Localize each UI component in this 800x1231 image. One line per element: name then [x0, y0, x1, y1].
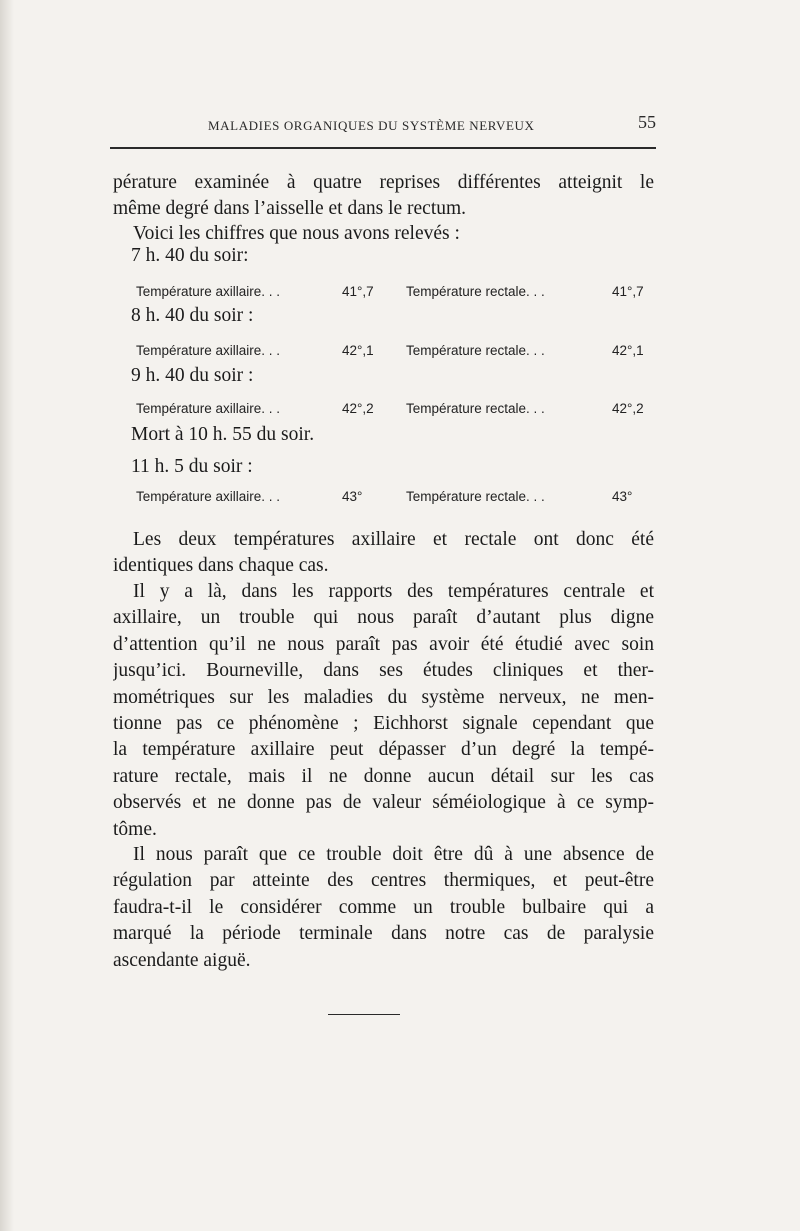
axillary-value: 42°,2	[342, 401, 374, 416]
text-line: Il nous paraît que ce trouble doit être dû à une absence de	[133, 844, 654, 865]
axillary-label: Température axillaire. . .	[136, 343, 281, 358]
rectal-label: Température rectale. . .	[406, 401, 545, 416]
text-line: Les deux températures axillaire et rectale ont donc été	[133, 529, 654, 550]
rectal-value: 41°,7	[612, 284, 644, 299]
rectal-label: Température rectale. . .	[406, 489, 545, 504]
axillary-label: Température axillaire. . .	[136, 284, 281, 299]
running-head: MALADIES ORGANIQUES DU SYSTÈME NERVEUX	[208, 118, 535, 133]
axillary-value: 41°,7	[342, 284, 374, 299]
reading-row	[136, 489, 656, 509]
axillary-value: 43°	[342, 489, 363, 504]
reading-time: 11 h. 5 du soir :	[131, 456, 253, 477]
rectal-value: 42°,2	[612, 401, 644, 416]
text-line: mométriques sur les maladies du système nerveux, ne men-	[113, 686, 654, 708]
text-line: tionne pas ce phénomène ; Eichhorst signale cependant que	[113, 713, 654, 735]
text-line: régulation par atteinte des centres thermiques, et peut-être	[113, 870, 654, 892]
text-line: Voici les chiffres que nous avons relevés :	[133, 223, 460, 245]
text-line: même degré dans l’aisselle et dans le rectum.	[113, 197, 467, 219]
text-line: jusqu’ici. Bourneville, dans ses études cliniques et ther-	[113, 660, 654, 682]
page-header	[110, 112, 656, 142]
text-line: axillaire, un trouble qui nous paraît d’autant plus digne	[113, 607, 654, 629]
text-line: tôme.	[113, 818, 157, 840]
text-line: d’attention qu’il ne nous paraît pas avoir été étudié avec soin	[113, 633, 654, 655]
axillary-value: 42°,1	[342, 343, 374, 358]
axillary-label: Température axillaire. . .	[136, 489, 281, 504]
paragraph-hypothesis	[113, 842, 654, 974]
rectal-value: 43°	[612, 489, 633, 504]
section-end-rule	[328, 1014, 400, 1015]
text-line: faudra-t-il le considérer comme un trouble bulbaire qui a	[113, 896, 654, 918]
page-number: 55	[638, 112, 656, 132]
reading-row	[136, 401, 656, 421]
rectal-label: Température rectale. . .	[406, 284, 545, 299]
text-line: Il y a là, dans les rapports des températures centrale et	[133, 581, 654, 602]
reading-row	[136, 343, 656, 363]
rectal-value: 42°,1	[612, 343, 644, 358]
text-line: rature rectale, mais il ne donne aucun détail sur les cas	[113, 765, 654, 787]
paragraph-discussion	[113, 579, 654, 843]
header-rule	[110, 147, 656, 149]
reading-row	[136, 284, 656, 304]
text-line: identiques dans chaque cas.	[113, 554, 329, 576]
reading-time: 9 h. 40 du soir :	[131, 365, 254, 386]
text-line: la température axillaire peut dépasser d’un degré la tempé-	[113, 739, 654, 761]
death-note: Mort à 10 h. 55 du soir.	[131, 424, 315, 445]
axillary-label: Température axillaire. . .	[136, 401, 281, 416]
text-line: marqué la période terminale dans notre cas de paralysie	[113, 923, 654, 945]
rectal-label: Température rectale. . .	[406, 343, 545, 358]
text-line: pérature examinée à quatre reprises différentes atteignit le	[113, 172, 654, 193]
reading-time: 7 h. 40 du soir:	[131, 245, 249, 266]
text-line: observés et ne donne pas de valeur séméiologique à ce symp-	[113, 792, 654, 814]
text-line: ascendante aiguë.	[113, 949, 251, 971]
intro-paragraph	[113, 170, 654, 247]
page-gutter-shadow	[0, 0, 14, 1231]
reading-time: 8 h. 40 du soir :	[131, 305, 254, 326]
paragraph-conclusion	[113, 527, 654, 578]
